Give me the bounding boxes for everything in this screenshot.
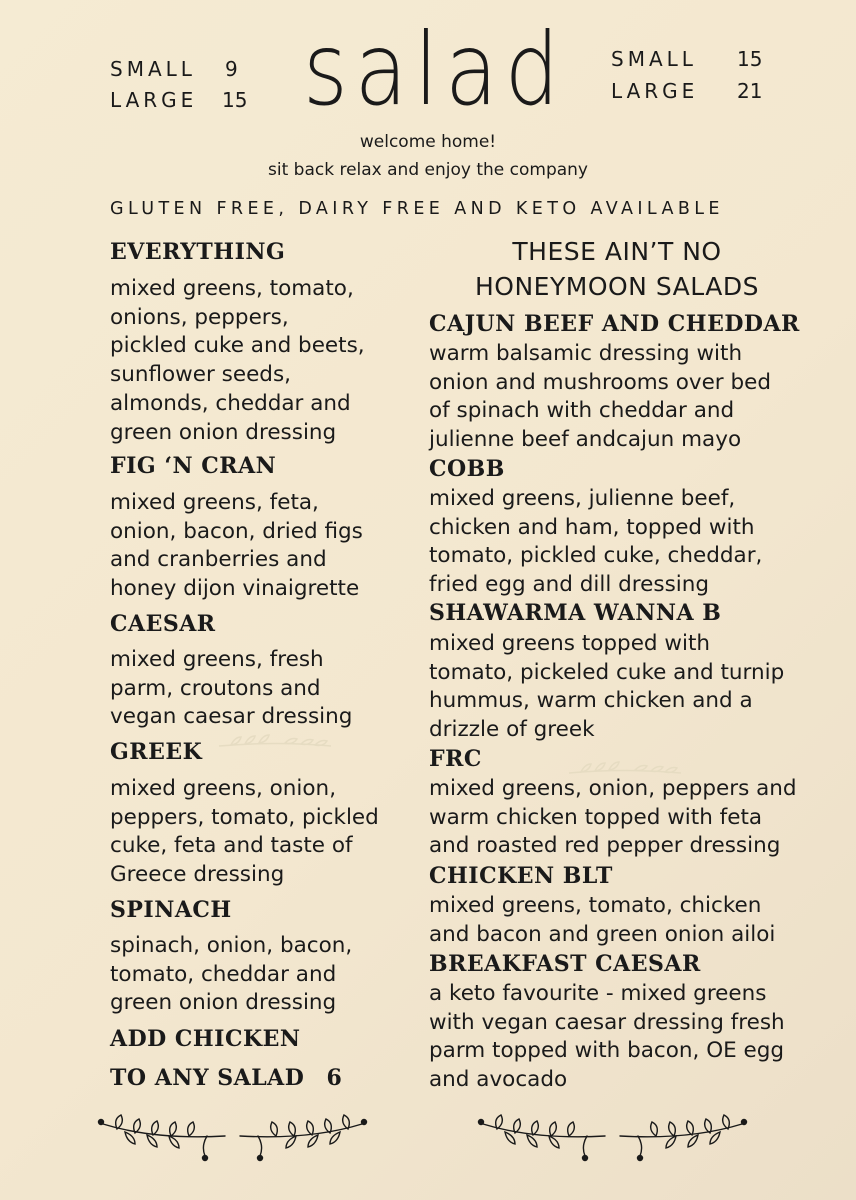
- menu-item-description: [110, 932, 352, 1018]
- description-line: mixed greens, feta,: [110, 490, 319, 515]
- description-line: of spinach with cheddar and: [429, 398, 735, 424]
- description-line: cuke, feta and taste of: [110, 833, 353, 859]
- menu-item-description: [110, 275, 365, 447]
- menu-item-description: [110, 489, 363, 604]
- left-size-large: LARGE: [110, 88, 198, 112]
- description-line: and avocado: [429, 1067, 568, 1093]
- description-line: and cranberries and: [110, 547, 327, 573]
- page-title: salad: [303, 11, 567, 128]
- right-price-small-value: 15: [737, 47, 763, 71]
- menu-item-description: [110, 775, 379, 890]
- right-price-small: [611, 44, 763, 75]
- section-heading-line: HONEYMOON SALADS: [475, 272, 759, 301]
- description-line: mixed greens, tomato, chicken: [429, 893, 762, 918]
- description-line: tomato, cheddar and: [110, 961, 337, 987]
- description-line: warm chicken topped with feta: [429, 804, 763, 830]
- menu-item-name: CHICKEN BLT: [429, 863, 613, 889]
- menu-item-name: GREEK: [110, 739, 203, 765]
- dietary-banner: GLUTEN FREE, DAIRY FREE AND KETO AVAILABLE: [110, 199, 724, 219]
- left-price-large-value: 15: [222, 88, 248, 112]
- description-line: mixed greens, onion, peppers and: [429, 776, 797, 801]
- menu-item-name: SHAWARMA WANNA B: [429, 600, 722, 626]
- addon-line-2: [110, 1065, 342, 1091]
- description-line: green onion dressing: [110, 419, 337, 445]
- description-line: onion and mushrooms over bed: [429, 369, 772, 395]
- menu-item-name: SPINACH: [110, 897, 232, 923]
- left-price-large: [110, 85, 248, 116]
- description-line: peppers, tomato, pickled: [110, 804, 379, 830]
- description-line: onions, peppers,: [110, 304, 289, 330]
- description-line: tomato, pickeled cuke and turnip: [429, 659, 785, 685]
- description-line: and roasted red pepper dressing: [429, 833, 781, 859]
- description-line: mixed greens, tomato,: [110, 276, 354, 301]
- description-line: almonds, cheddar and: [110, 390, 351, 416]
- description-line: with vegan caesar dressing fresh: [429, 1009, 785, 1035]
- left-size-small: SMALL: [110, 57, 196, 81]
- menu-item-description: [429, 775, 797, 861]
- description-line: julienne beef andcajun mayo: [429, 427, 742, 453]
- description-line: a keto favourite - mixed greens: [429, 981, 767, 1006]
- right-price-large: [611, 76, 763, 107]
- section-heading-line: THESE AIN’T NO: [512, 237, 722, 266]
- menu-item-name: BREAKFAST CAESAR: [429, 951, 701, 977]
- menu-item-name: FIG ‘N CRAN: [110, 453, 277, 479]
- description-line: hummus, warm chicken and a: [429, 688, 753, 714]
- menu-item-description: [429, 485, 762, 600]
- description-line: mixed greens, julienne beef,: [429, 486, 736, 511]
- addon-label: TO ANY SALAD: [110, 1065, 305, 1091]
- menu-item-description: [429, 630, 784, 745]
- menu-item-description: [429, 892, 775, 949]
- description-line: mixed greens topped with: [429, 631, 711, 656]
- description-line: vegan caesar dressing: [110, 704, 353, 730]
- menu-item-name: EVERYTHING: [110, 239, 286, 265]
- menu-item-name: CAESAR: [110, 611, 216, 637]
- description-line: sunflower seeds,: [110, 362, 291, 388]
- right-size-large: LARGE: [611, 79, 699, 103]
- description-line: mixed greens, fresh: [110, 647, 324, 672]
- left-price-small: [110, 54, 238, 85]
- description-line: and bacon and green onion ailoi: [429, 921, 776, 947]
- menu-item-name: CAJUN BEEF AND CHEDDAR: [429, 311, 800, 337]
- description-line: tomato, pickled cuke, cheddar,: [429, 543, 763, 569]
- addon-line-1: ADD CHICKEN: [110, 1026, 301, 1052]
- description-line: spinach, onion, bacon,: [110, 933, 353, 958]
- menu-item-description: [429, 340, 771, 455]
- menu-item-description: [110, 646, 352, 732]
- leaf-sprig-icon: [475, 1110, 750, 1168]
- right-size-small: SMALL: [611, 47, 697, 71]
- menu-item-name: FRC: [429, 746, 482, 772]
- description-line: Greece dressing: [110, 862, 285, 888]
- menu-item-name: COBB: [429, 456, 505, 482]
- right-price-large-value: 21: [737, 79, 763, 103]
- description-line: pickled cuke and beets,: [110, 333, 365, 359]
- section-heading: [428, 234, 806, 304]
- left-price-small-value: 9: [225, 57, 238, 81]
- description-line: chicken and ham, topped with: [429, 514, 755, 540]
- welcome-subline: sit back relax and enjoy the company: [268, 160, 588, 180]
- description-line: fried egg and dill dressing: [429, 572, 710, 598]
- welcome-line: welcome home!: [359, 132, 497, 152]
- description-line: parm, croutons and: [110, 675, 321, 701]
- description-line: warm balsamic dressing with: [429, 341, 743, 366]
- description-line: mixed greens, onion,: [110, 776, 337, 801]
- description-line: onion, bacon, dried figs: [110, 518, 363, 544]
- description-line: green onion dressing: [110, 990, 337, 1016]
- description-line: parm topped with bacon, OE egg: [429, 1038, 785, 1064]
- description-line: honey dijon vinaigrette: [110, 576, 360, 602]
- description-line: drizzle of greek: [429, 717, 595, 743]
- menu-item-description: [429, 980, 785, 1095]
- leaf-sprig-icon: [95, 1110, 370, 1168]
- faint-leaf-sprig-icon: [215, 733, 335, 759]
- addon-price: 6: [326, 1065, 343, 1091]
